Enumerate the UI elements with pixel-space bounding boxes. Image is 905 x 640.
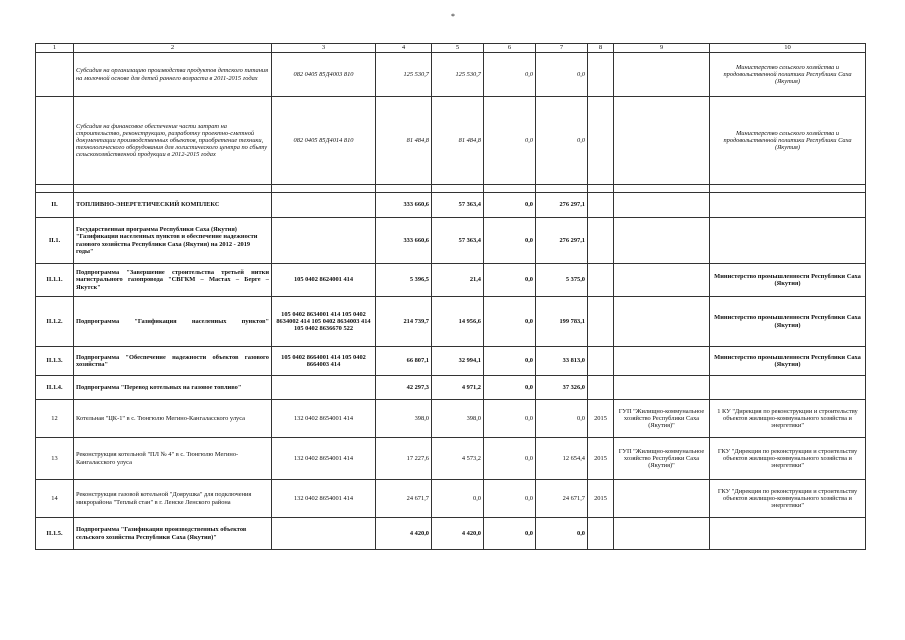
budget-code: 105 0402 8624001 414 — [272, 264, 376, 297]
cell-local-budget: 0,0 — [484, 347, 536, 376]
row-name: Подпрограмма "Газификация производственных объектов сельского хозяйства Республики Саха (Якутия)" — [74, 518, 272, 550]
cell-executor: ГКУ "Дирекция по реконструкции и строительству объектов жилищно-коммунального хозяйства и энергетики" — [710, 480, 866, 518]
row-number: 14 — [36, 480, 74, 518]
cell-local-budget: 0,0 — [484, 53, 536, 97]
cell-customer — [614, 53, 710, 97]
cell-total: 214 739,7 — [376, 297, 432, 347]
cell-extra-budget: 12 654,4 — [536, 438, 588, 480]
cell-local-budget: 0,0 — [484, 480, 536, 518]
row-name: Подпрограмма "Газификация населенных пунктов" — [74, 297, 272, 347]
cell-customer — [614, 376, 710, 400]
cell-executor: Министерство промышленности Республики Саха (Якутия) — [710, 264, 866, 297]
table-row — [36, 480, 866, 518]
row-number: II.1.5. — [36, 518, 74, 550]
table-row — [36, 97, 866, 185]
cell-executor: Министерство промышленности Республики Саха (Якутия) — [710, 297, 866, 347]
row-name: Подпрограмма "Завершение строительства третьей нитки магистрального газопровода "СВГКМ – Мастах – Берге – Якутск" — [74, 264, 272, 297]
cell-total: 333 660,6 — [376, 193, 432, 218]
cell-customer: ГУП "Жилищно-коммунальное хозяйство Республики Саха (Якутия)" — [614, 438, 710, 480]
cell-executor: 1 КУ "Дирекция по реконструкции и строительству объектов жилищно-коммунального хозяйства и энергетики" — [710, 400, 866, 438]
budget-table — [35, 43, 866, 550]
table-row — [36, 264, 866, 297]
budget-code — [272, 218, 376, 264]
budget-code: 132 0402 8654001 414 — [272, 400, 376, 438]
row-number: II.1.4. — [36, 376, 74, 400]
cell-republic-budget: 21,4 — [432, 264, 484, 297]
cell-total: 66 807,1 — [376, 347, 432, 376]
cell-year — [588, 297, 614, 347]
cell-extra-budget: 24 671,7 — [536, 480, 588, 518]
table-row — [36, 297, 866, 347]
cell-republic-budget: 4 971,2 — [432, 376, 484, 400]
cell-year — [588, 347, 614, 376]
cell-year — [588, 218, 614, 264]
row-name: Подпрограмма "Обеспечение надежности объектов газового хозяйства" — [74, 347, 272, 376]
column-header: 2 — [74, 44, 272, 53]
cell-year: 2015 — [588, 438, 614, 480]
row-name: Государственная программа Республики Саха (Якутия) "Газификация населенных пунктов и обеспечение надежности газового хозяйства Республики Саха (Якутия) на 2012 - 2019 годы" — [74, 218, 272, 264]
table-row — [36, 376, 866, 400]
cell-total: 125 530,7 — [376, 53, 432, 97]
cell-year — [588, 264, 614, 297]
cell-republic-budget: 81 484,8 — [432, 97, 484, 185]
cell-local-budget: 0,0 — [484, 264, 536, 297]
cell-local-budget: 0,0 — [484, 297, 536, 347]
cell-extra-budget: 0,0 — [536, 53, 588, 97]
budget-code — [272, 193, 376, 218]
cell-customer — [614, 297, 710, 347]
row-number — [36, 97, 74, 185]
row-number — [36, 53, 74, 97]
budget-code: 082 0405 85Д4014 810 — [272, 97, 376, 185]
cell-year — [588, 193, 614, 218]
cell-total: 5 396,5 — [376, 264, 432, 297]
row-number: II.1. — [36, 218, 74, 264]
cell-local-budget: 0,0 — [484, 193, 536, 218]
budget-code: 082 0405 85Д4003 810 — [272, 53, 376, 97]
row-name: Реконструкция газовой котельной "Доярушка" для подключения микрорайона "Теплый стан" в г. Ленске Ленского района — [74, 480, 272, 518]
cell-extra-budget: 0,0 — [536, 97, 588, 185]
cell-executor: Министерство сельского хозяйства и продовольственной политики Республики Саха (Якутия) — [710, 53, 866, 97]
row-name: Подпрограмма "Перевод котельных на газовое топливо" — [74, 376, 272, 400]
cell-total: 24 671,7 — [376, 480, 432, 518]
cell-extra-budget: 37 326,0 — [536, 376, 588, 400]
table-row — [36, 400, 866, 438]
cell-customer — [614, 264, 710, 297]
column-header: 10 — [710, 44, 866, 53]
cell-local-budget: 0,0 — [484, 97, 536, 185]
cell-local-budget: 0,0 — [484, 518, 536, 550]
cell-executor — [710, 218, 866, 264]
row-name: Субсидия на финансовое обеспечение части затрат на строительство, реконструкцию, разработку проектно-сметной документации производственных объектов, приобретение техники, технологического оборудования для логистического центра по сбыту сельскохозяйственной продукции в 2012-2015 годах — [74, 97, 272, 185]
table-row — [36, 193, 866, 218]
cell-total: 81 484,8 — [376, 97, 432, 185]
cell-extra-budget: 276 297,1 — [536, 193, 588, 218]
row-name: ТОПЛИВНО-ЭНЕРГЕТИЧЕСКИЙ КОМПЛЕКС — [74, 193, 272, 218]
row-number: 13 — [36, 438, 74, 480]
column-header: 6 — [484, 44, 536, 53]
column-header: 1 — [36, 44, 74, 53]
column-header: 4 — [376, 44, 432, 53]
budget-code: 132 0402 8654001 414 — [272, 480, 376, 518]
cell-total: 42 297,3 — [376, 376, 432, 400]
cell-local-budget: 0,0 — [484, 438, 536, 480]
cell-customer — [614, 518, 710, 550]
cell-total: 4 420,0 — [376, 518, 432, 550]
cell-customer — [614, 97, 710, 185]
row-name: Реконструкция котельной "ПЛ № 4" в с. Тюнгюлю Мегино-Кангаласского улуса — [74, 438, 272, 480]
cell-republic-budget: 398,0 — [432, 400, 484, 438]
cell-total: 398,0 — [376, 400, 432, 438]
cell-extra-budget: 0,0 — [536, 518, 588, 550]
budget-code — [272, 518, 376, 550]
cell-year — [588, 97, 614, 185]
cell-year: 2015 — [588, 480, 614, 518]
table-row — [36, 218, 866, 264]
cell-republic-budget: 0,0 — [432, 480, 484, 518]
spacer-row — [36, 185, 866, 193]
cell-local-budget: 0,0 — [484, 400, 536, 438]
cell-republic-budget: 32 994,1 — [432, 347, 484, 376]
cell-local-budget: 0,0 — [484, 376, 536, 400]
table-row — [36, 518, 866, 550]
table-row — [36, 438, 866, 480]
cell-year — [588, 376, 614, 400]
cell-customer: ГУП "Жилищно-коммунальное хозяйство Республики Саха (Якутия)" — [614, 400, 710, 438]
budget-code: 132 0402 8654001 414 — [272, 438, 376, 480]
cell-executor: Министерство промышленности Республики Саха (Якутия) — [710, 347, 866, 376]
column-header: 8 — [588, 44, 614, 53]
cell-executor — [710, 376, 866, 400]
cell-executor: ГКУ "Дирекция по реконструкции и строительству объектов жилищно-коммунального хозяйства и энергетики" — [710, 438, 866, 480]
column-header: 3 — [272, 44, 376, 53]
cell-extra-budget: 5 375,0 — [536, 264, 588, 297]
column-header: 9 — [614, 44, 710, 53]
table-row — [36, 347, 866, 376]
cell-customer — [614, 480, 710, 518]
cell-executor — [710, 518, 866, 550]
cell-total: 333 660,6 — [376, 218, 432, 264]
cell-customer — [614, 218, 710, 264]
cell-republic-budget: 4 573,2 — [432, 438, 484, 480]
column-header: 5 — [432, 44, 484, 53]
row-name: Субсидия на организацию производства продуктов детского питания на молочной основе для детей раннего возраста в 2011-2015 годах — [74, 53, 272, 97]
cell-customer — [614, 193, 710, 218]
header-mark: * — [451, 12, 455, 21]
column-header: 7 — [536, 44, 588, 53]
row-name: Котельная "ЦК-1" в с. Тюнгюлю Мегино-Кангаласского улуса — [74, 400, 272, 438]
cell-republic-budget: 4 420,0 — [432, 518, 484, 550]
cell-republic-budget: 125 530,7 — [432, 53, 484, 97]
cell-year — [588, 518, 614, 550]
cell-extra-budget: 276 297,1 — [536, 218, 588, 264]
cell-executor — [710, 193, 866, 218]
cell-republic-budget: 57 363,4 — [432, 218, 484, 264]
row-number: 12 — [36, 400, 74, 438]
table-row — [36, 53, 866, 97]
cell-total: 17 227,6 — [376, 438, 432, 480]
cell-year — [588, 53, 614, 97]
cell-republic-budget: 14 956,6 — [432, 297, 484, 347]
row-number: II. — [36, 193, 74, 218]
cell-customer — [614, 347, 710, 376]
cell-extra-budget: 0,0 — [536, 400, 588, 438]
cell-year: 2015 — [588, 400, 614, 438]
budget-code: 105 0402 8634001 414 105 0402 8634002 414 105 0402 8634003 414 105 0402 8636670 522 — [272, 297, 376, 347]
row-number: II.1.2. — [36, 297, 74, 347]
budget-code — [272, 376, 376, 400]
cell-extra-budget: 33 813,0 — [536, 347, 588, 376]
row-number: II.1.3. — [36, 347, 74, 376]
cell-extra-budget: 199 783,1 — [536, 297, 588, 347]
cell-local-budget: 0,0 — [484, 218, 536, 264]
row-number: II.1.1. — [36, 264, 74, 297]
budget-code: 105 0402 8664001 414 105 0402 8664003 414 — [272, 347, 376, 376]
column-header-row — [36, 44, 866, 53]
cell-republic-budget: 57 363,4 — [432, 193, 484, 218]
cell-executor: Министерство сельского хозяйства и продовольственной политики Республики Саха (Якутия) — [710, 97, 866, 185]
